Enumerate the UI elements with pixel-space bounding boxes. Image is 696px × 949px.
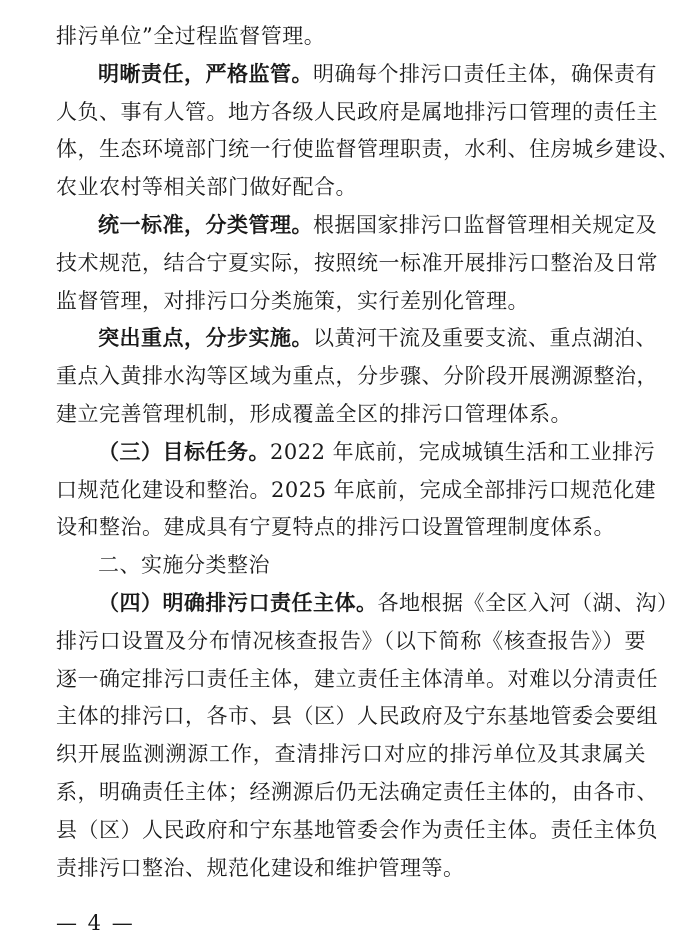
body-text: 主体的排污口，各市、县（区）人民政府及宁东基地管委会要组 (56, 704, 658, 729)
text-line (56, 585, 679, 623)
bold-lead: 突出重点，分步实施。 (98, 326, 313, 351)
text-line (56, 207, 657, 245)
body-text: 农业农村等相关部门做好配合。 (56, 175, 357, 200)
bold-lead: （三）目标任务。 (98, 439, 270, 464)
body-text: 以黄河干流及重要支流、重点湖泊、 (313, 326, 657, 351)
text-line (56, 169, 646, 207)
body-text: 明确每个排污口责任主体，确保责有 (313, 61, 657, 86)
page-number: — 4 — (56, 911, 135, 935)
text-line (56, 509, 646, 547)
text-line (56, 850, 646, 888)
text-line (56, 434, 656, 472)
body-text: 人负、事有人管。地方各级人民政府是属地排污口管理的责任主 (56, 99, 658, 124)
section-heading: 二、实施分类整治 (98, 553, 270, 578)
bold-lead: （四）明确排污口责任主体。 (98, 590, 378, 615)
text-line (56, 472, 657, 510)
body-text: 设和整治。建成具有宁夏特点的排污口设置管理制度体系。 (56, 515, 615, 540)
text-line (56, 358, 658, 396)
text-line (56, 18, 646, 56)
text-line (56, 547, 646, 585)
body-text: 县（区）人民政府和宁东基地管委会作为责任主体。责任主体负 (56, 817, 658, 842)
body-text: 2022 年底前，完成城镇生活和工业排污 (270, 439, 656, 464)
text-line (56, 661, 658, 699)
text-line (56, 131, 680, 169)
text-line (56, 94, 658, 132)
text-line (56, 812, 658, 850)
document-body (56, 18, 680, 887)
bold-lead: 明晰责任，严格监管。 (98, 61, 313, 86)
body-text: 排污单位”全过程监督管理。 (56, 24, 326, 48)
bold-lead: 统一标准，分类管理。 (98, 212, 313, 237)
text-line (56, 698, 658, 736)
text-line (56, 56, 657, 94)
text-line (56, 283, 646, 321)
text-line (56, 245, 658, 283)
body-text: 排污口设置及分布情况核查报告》（以下简称《核查报告》）要 (56, 628, 646, 653)
body-text: 技术规范，结合宁夏实际，按照统一标准开展排污口整治及日常 (56, 250, 658, 275)
body-text: 体，生态环境部门统一行使监督管理职责，水利、住房城乡建设、 (56, 137, 680, 162)
text-line (56, 320, 657, 358)
body-text: 织开展监测溯源工作，查清排污口对应的排污单位及其隶属关 (56, 742, 646, 767)
body-text: 系，明确责任主体；经溯源后仍无法确定责任主体的，由各市、 (56, 779, 658, 804)
text-line (56, 623, 646, 661)
body-text: 根据国家排污口监督管理相关规定及 (313, 212, 657, 237)
body-text: 重点入黄排水沟等区域为重点，分步骤、分阶段开展溯源整治， (56, 364, 658, 389)
body-text: 责排污口整治、规范化建设和维护管理等。 (56, 855, 465, 880)
body-text: 逐一确定排污口责任主体，建立责任主体清单。对难以分清责任 (56, 666, 658, 691)
text-line (56, 736, 646, 774)
body-text: 监督管理，对排污口分类施策，实行差别化管理。 (56, 288, 529, 313)
body-text: 建立完善管理机制，形成覆盖全区的排污口管理体系。 (56, 401, 572, 426)
body-text: 各地根据《全区入河（湖、沟） (377, 590, 679, 615)
text-line (56, 774, 658, 812)
body-text: 口规范化建设和整治。2025 年底前，完成全部排污口规范化建 (56, 477, 657, 502)
text-line (56, 396, 646, 434)
